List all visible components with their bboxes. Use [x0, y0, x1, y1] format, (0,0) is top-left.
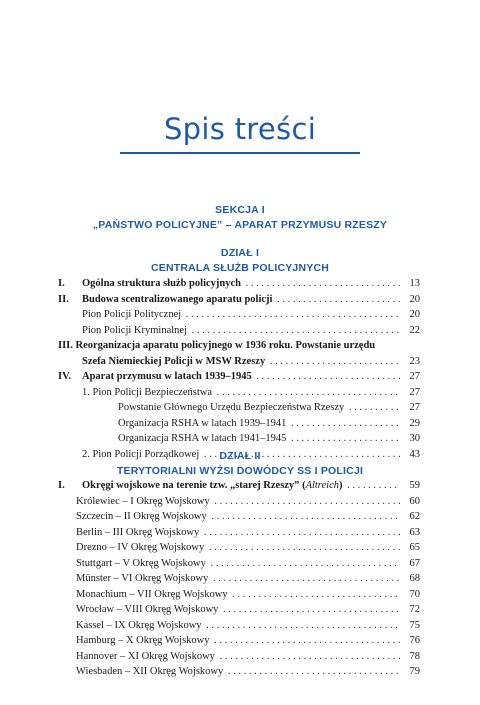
toc-entry-title: Hamburg – X Okręg Wojskowy [76, 635, 210, 646]
toc-entry-page: 60 [400, 494, 420, 510]
toc-entry [58, 354, 420, 370]
toc-entry-title: Kassel – IX Okręg Wojskowy [76, 619, 202, 631]
toc-entry-title: Powstanie Głównego Urzędu Bezpieczeństwa Rzeszy [118, 402, 345, 413]
dzial2-name: TERYTORIALNI WYŻSI DOWÓDCY SS I POLICJI [116, 465, 364, 477]
toc-entry-title: Pion Policji Kryminalnej [82, 324, 187, 336]
toc-entry-title: Organizacja RSHA w latach 1939–1941 [118, 417, 287, 429]
toc-entry-number: I. [58, 480, 65, 491]
toc-entry-number: I. [58, 278, 65, 289]
toc-entry-page: 29 [400, 416, 420, 432]
toc-entry [58, 369, 420, 385]
toc-entry-page: 20 [400, 292, 420, 308]
toc-entry-page: 65 [400, 540, 420, 556]
toc-entry-page: 70 [400, 587, 420, 603]
toc-entry-title: Wiesbaden – XII Okręg Wojskowy [76, 666, 224, 677]
toc-entry-title: 1. Pion Policji Bezpieczeństwa [82, 386, 213, 398]
toc-entry-page: 27 [400, 400, 420, 416]
toc-entry [58, 494, 420, 510]
toc-entry [58, 400, 420, 416]
toc-entry-title: 2. Pion Policji Porządkowej [82, 448, 200, 460]
title-underline [120, 152, 360, 154]
toc-entry-title: Organizacja RSHA w latach 1941–1945 [118, 433, 287, 444]
toc-entry-page: 20 [400, 307, 420, 323]
toc-entry-title: Okręgi wojskowe na terenie tzw. „starej Rzeszy” [82, 480, 300, 491]
dzial1-entries [58, 276, 420, 462]
toc-entry-page: 63 [400, 525, 420, 541]
toc-entry [58, 618, 420, 634]
toc-entry-title: Ogólna struktura służb policyjnych [82, 278, 241, 289]
toc-entry-multiline-first: III. Reorganizacja aparatu policyjnego w 1936 roku. Powstanie urzędu [58, 340, 376, 351]
toc-entry [58, 633, 420, 649]
toc-entry-italic-term: Altreich [305, 480, 339, 491]
toc-entry-page: 22 [400, 323, 420, 339]
toc-entry-title: Berlin – III Okręg Wojskowy [76, 526, 200, 538]
toc-entry-number: II. [58, 293, 69, 305]
dzial2-entries [58, 478, 420, 680]
toc-entry [58, 385, 420, 401]
section-label: SEKCJA I [215, 204, 265, 216]
toc-entry [58, 540, 420, 556]
toc-entry [58, 525, 420, 541]
toc-entry-title: Monachium – VII Okręg Wojskowy [76, 588, 228, 600]
dzial2-label: DZIAŁ II [219, 450, 261, 462]
toc-entry-title: Królewiec – I Okręg Wojskowy [76, 495, 210, 507]
toc-entry-page: 78 [400, 649, 420, 665]
toc-entry-title: Drezno – IV Okręg Wojskowy [76, 542, 205, 553]
toc-entry-page: 59 [400, 478, 420, 494]
toc-entry: I. Okręgi wojskowe na terenie tzw. „starej Rzeszy” (Altreich) . . . 59 [58, 478, 420, 494]
toc-entry-title: Hannover – XI Okręg Wojskowy [76, 650, 215, 662]
toc-entry [58, 587, 420, 603]
toc-entry-page: 75 [400, 618, 420, 634]
toc-entry [58, 416, 420, 432]
section-name: „PAŃSTWO POLICYJNE” – APARAT PRZYMUSU RZESZY [92, 219, 388, 231]
toc-entry-title: Aparat przymusu w latach 1939–1945 [82, 371, 252, 382]
toc-entry [58, 649, 420, 665]
dzial1-name: CENTRALA SŁUŻB POLICYJNYCH [150, 262, 330, 274]
toc-entry [58, 292, 420, 308]
toc-entry [58, 431, 420, 447]
toc-entry [58, 307, 420, 323]
toc-entry [58, 556, 420, 572]
page-title: Spis treści [163, 112, 317, 146]
toc-entry-title: Wrocław – VIII Okręg Wojskowy [76, 604, 219, 615]
toc-entry-page: 43 [400, 447, 420, 463]
toc-entry-page: 27 [400, 369, 420, 385]
toc-entry-page: 13 [400, 276, 420, 292]
toc-entry [58, 509, 420, 525]
toc-entry-title: Münster – VI Okręg Wojskowy [76, 573, 209, 584]
toc-entry-page: 76 [400, 633, 420, 649]
toc-entry-page: 67 [400, 556, 420, 572]
toc-entry-title: Stuttgart – V Okręg Wojskowy [76, 557, 206, 569]
toc-entry-title: Pion Policji Politycznej [82, 309, 182, 320]
toc-entry-page: 30 [400, 431, 420, 447]
toc-entry [58, 602, 420, 618]
toc-entry-number: IV. [58, 371, 71, 382]
toc-entry-page: 27 [400, 385, 420, 401]
toc-entry [58, 571, 420, 587]
toc-entry [58, 323, 420, 339]
toc-entry [58, 664, 420, 680]
toc-entry-title: Budowa scentralizowanego aparatu policji [82, 293, 273, 305]
toc-entry-page: 72 [400, 602, 420, 618]
toc-entry-page: 62 [400, 509, 420, 525]
toc-entry-title: Szczecin – II Okręg Wojskowy [76, 511, 207, 522]
dzial1-label: DZIAŁ I [220, 247, 260, 259]
toc-entry-page: 23 [400, 354, 420, 370]
toc-entry-title: Szefa Niemieckiej Policji w MSW Rzeszy [82, 355, 266, 367]
toc-entry [58, 276, 420, 292]
toc-entry-page: 68 [400, 571, 420, 587]
toc-entry-page: 79 [400, 664, 420, 680]
